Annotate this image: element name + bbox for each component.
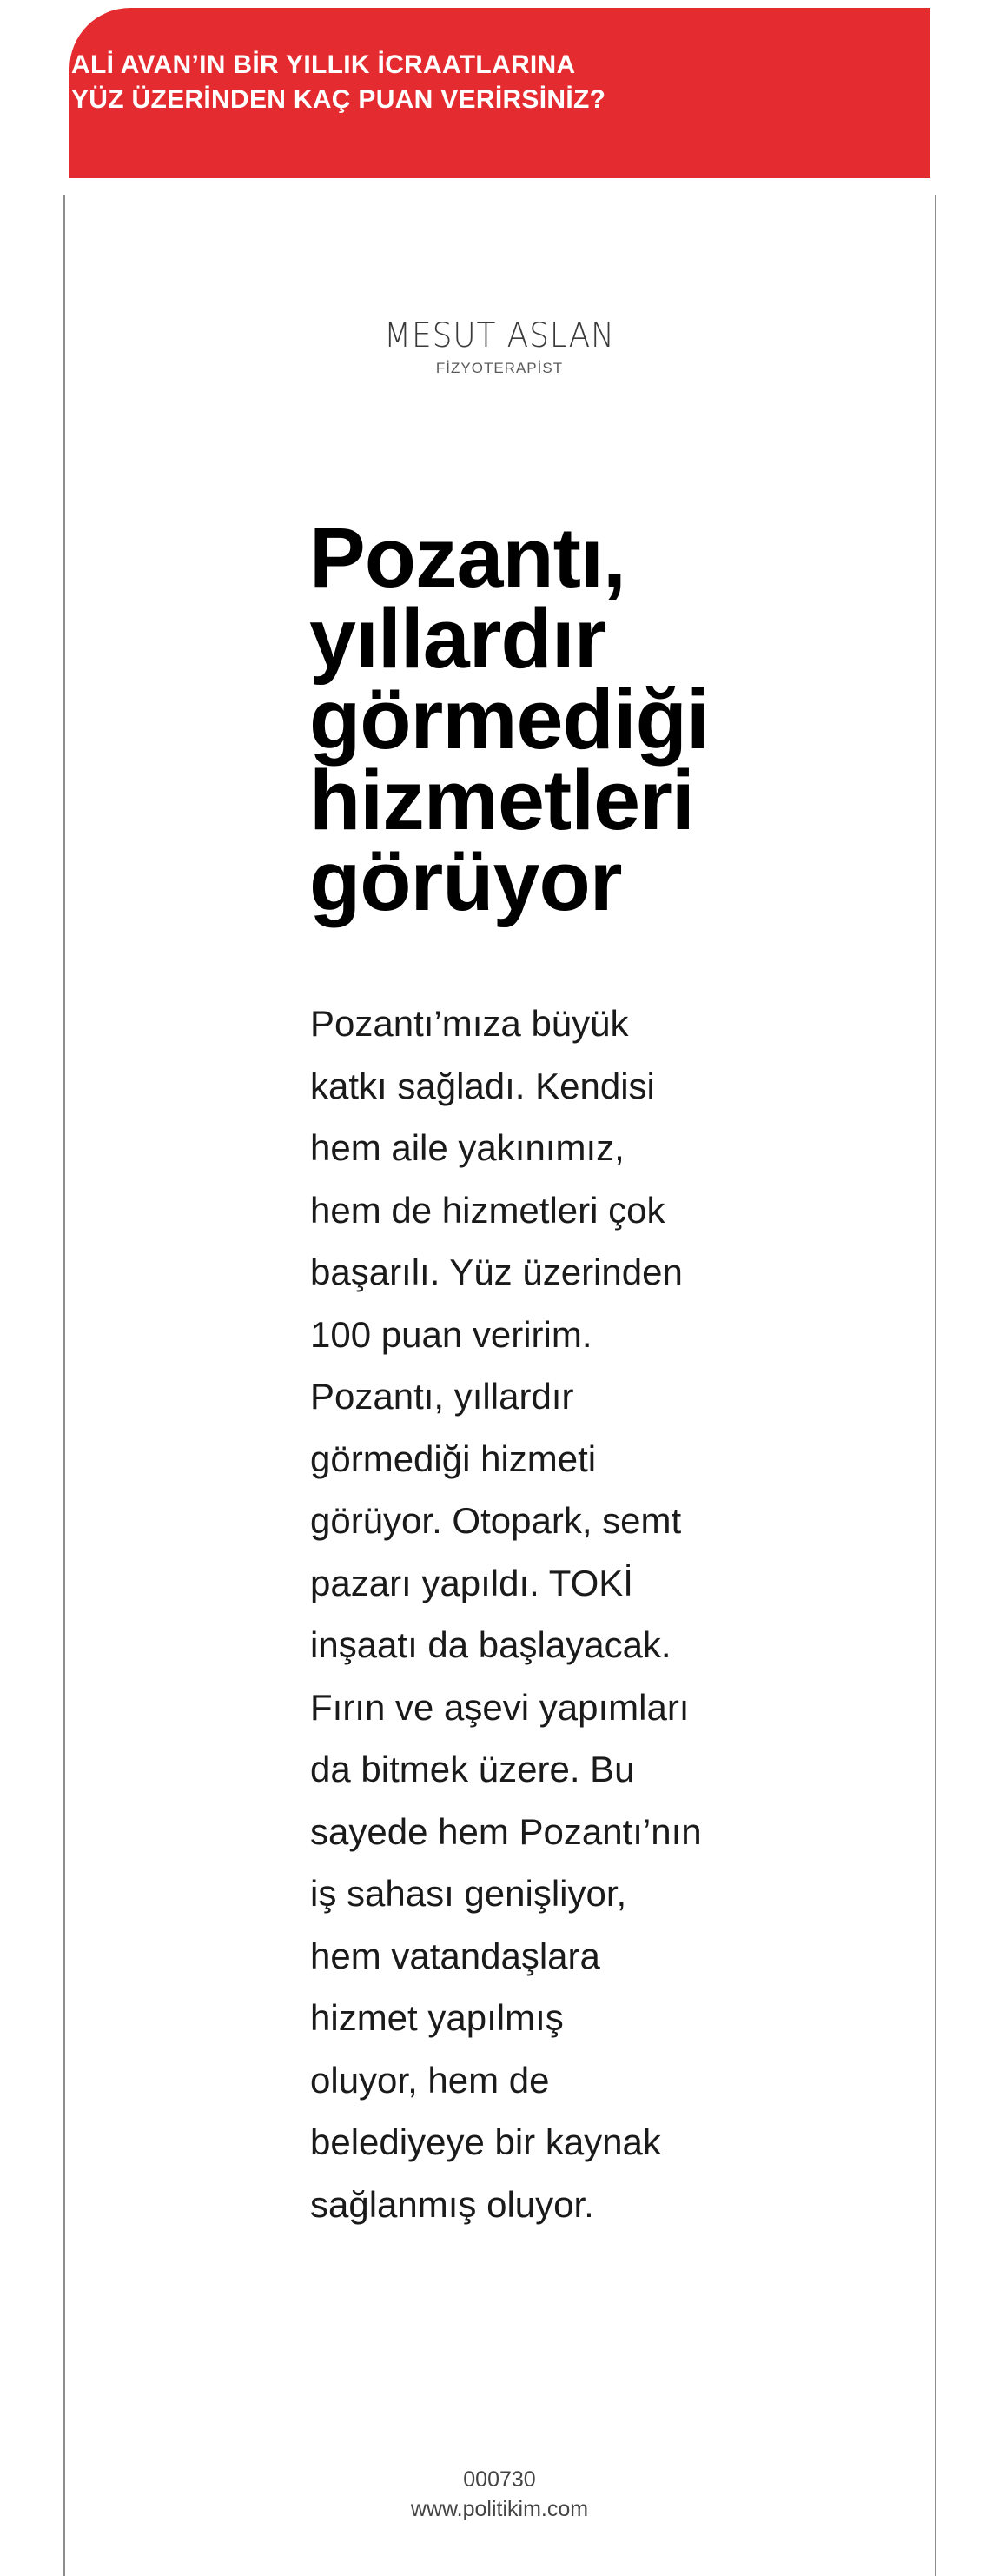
headline-line: hizmetleri: [309, 753, 694, 847]
banner-question-line: ALİ AVAN’IN BİR YILLIK İCRAATLARINA: [71, 50, 576, 79]
body-line: Pozantı, yıllardır: [310, 1376, 574, 1417]
headline: [309, 510, 761, 928]
page-code: 000730: [463, 2467, 536, 2492]
body-line: görmediği hizmeti: [310, 1437, 597, 1479]
body-line: görüyor. Otopark, semt: [310, 1500, 682, 1541]
author-block: [0, 316, 999, 377]
body-line: hizmet yapılmış: [310, 1997, 564, 2038]
body-line: başarılı. Yüz üzerinden: [310, 1251, 683, 1292]
banner-question: [71, 48, 818, 117]
headline-line: yıllardır: [309, 591, 606, 686]
footer: [0, 2465, 999, 2524]
author-name: MESUT ASLAN: [384, 316, 615, 355]
body-line: katkı sağladı. Kendisi: [310, 1065, 655, 1106]
body-line: pazarı yapıldı. TOKİ: [310, 1562, 633, 1603]
website-link[interactable]: www.politikim.com: [410, 2497, 589, 2521]
body-line: oluyor, hem de: [310, 2059, 550, 2101]
body-line: Pozantı’mıza büyük: [310, 1003, 629, 1044]
body-line: belediyeye bir kaynak: [310, 2121, 661, 2162]
body-text: [310, 993, 718, 2235]
body-line: Fırın ve aşevi yapımları: [310, 1686, 690, 1728]
body-line: da bitmek üzere. Bu: [310, 1749, 635, 1789]
body-line: inşaatı da başlayacak.: [310, 1624, 672, 1665]
author-title: FİZYOTERAPİST: [435, 360, 564, 376]
headline-line: görmediği: [309, 672, 709, 767]
body-line: hem de hizmetleri çok: [310, 1189, 665, 1231]
body-line: iş sahası genişliyor,: [310, 1873, 627, 1914]
headline-line: görüyor: [309, 833, 622, 928]
frame-left-border: [63, 195, 65, 2576]
body-line: sağlanmış oluyor.: [310, 2183, 594, 2225]
frame-right-border: [935, 195, 936, 2576]
headline-line: Pozantı,: [309, 510, 625, 605]
body-line: hem aile yakınımız,: [310, 1127, 625, 1168]
body-line: 100 puan veririm.: [310, 1313, 592, 1355]
banner-question-line: YÜZ ÜZERİNDEN KAÇ PUAN VERİRSİNİZ?: [71, 85, 606, 114]
body-line: hem vatandaşlara: [310, 1935, 600, 1976]
body-line: sayede hem Pozantı’nın: [310, 1810, 702, 1852]
